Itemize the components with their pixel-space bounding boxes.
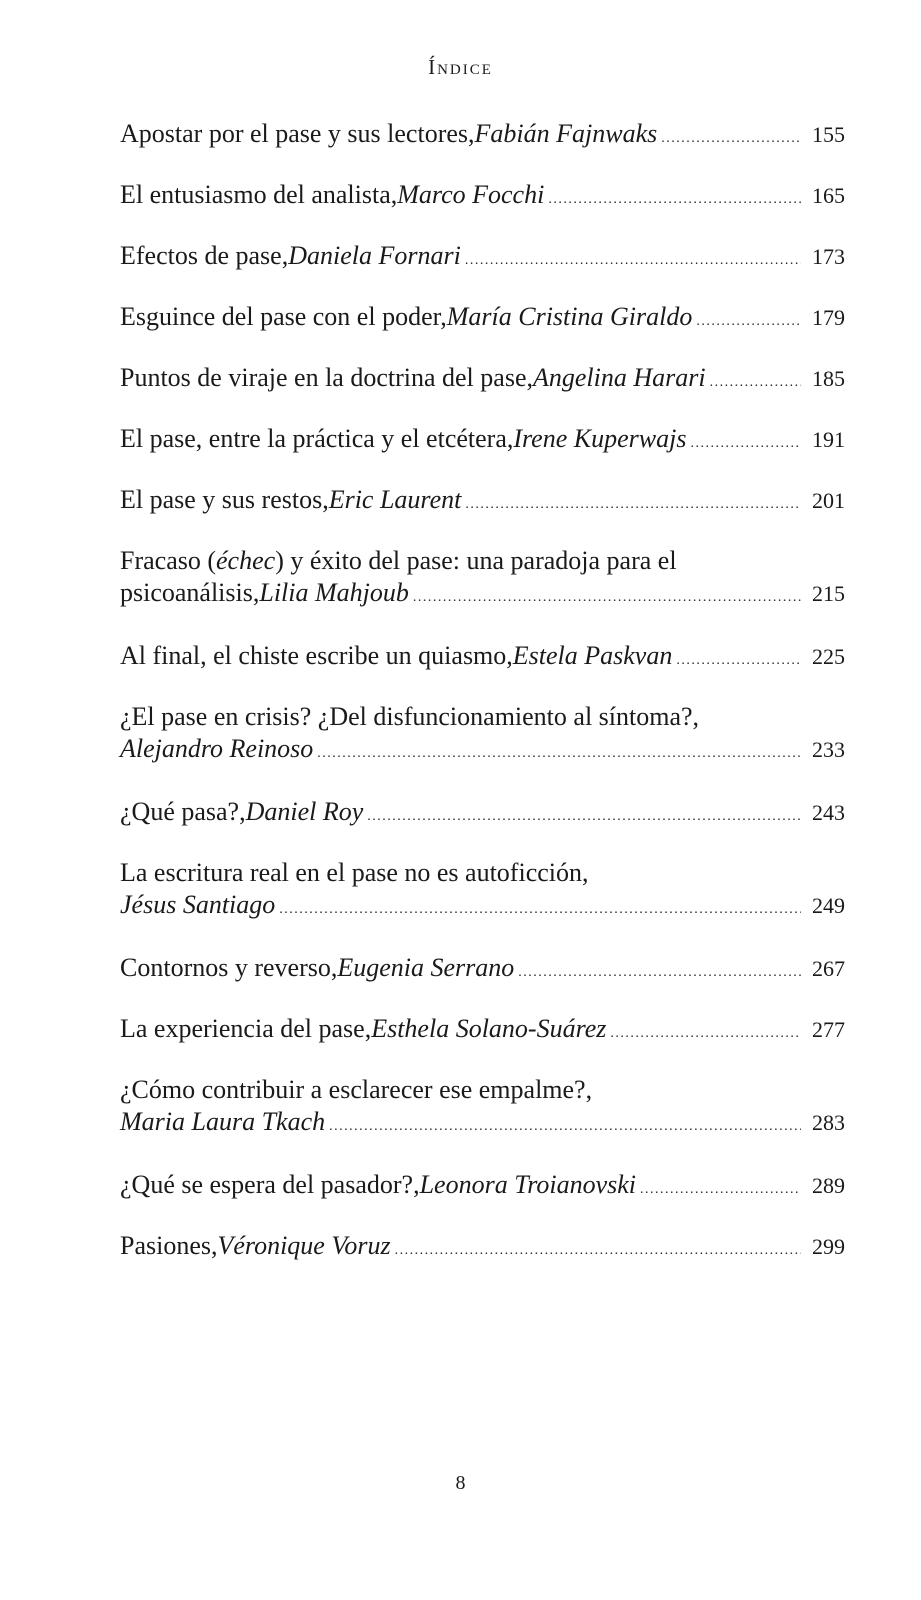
entry-page: 299 <box>812 1234 845 1259</box>
dot-leader <box>413 582 801 614</box>
entry-author: Alejandro Reinoso <box>120 734 314 763</box>
toc-line <box>120 733 845 770</box>
dot-leader <box>329 1111 801 1143</box>
entry-author: Lilia Mahjoub <box>259 578 409 607</box>
entry-author: Maria Laura Tkach <box>120 1107 326 1136</box>
toc-entry <box>120 952 845 989</box>
toc-line <box>120 1230 845 1267</box>
dot-leader <box>317 738 801 770</box>
entry-title: Apostar por el pase y sus lectores, <box>120 119 475 148</box>
toc-entry <box>120 118 845 155</box>
toc-entry <box>120 423 845 460</box>
entry-title: Pasiones, <box>120 1231 218 1260</box>
entry-title-line1: ¿Cómo contribuir a esclarecer ese empalme?, <box>120 1075 593 1104</box>
entry-title: ¿Qué pasa?, <box>120 797 246 826</box>
entry-page: 225 <box>812 644 845 669</box>
page-number: 8 <box>455 1472 466 1494</box>
entry-page: 233 <box>812 737 845 762</box>
entry-page: 155 <box>812 122 845 147</box>
toc-entry <box>120 1074 845 1143</box>
toc-entry <box>120 796 845 833</box>
toc-line <box>120 889 845 926</box>
toc-entry <box>120 240 845 277</box>
dot-leader <box>640 1174 801 1206</box>
toc-entry <box>120 301 845 338</box>
toc-line <box>120 423 845 460</box>
entry-title: Esguince del pase con el poder, <box>120 302 447 331</box>
toc-line <box>120 701 845 733</box>
toc-line <box>120 545 845 577</box>
entry-title: Contornos y reverso, <box>120 953 338 982</box>
toc-entry <box>120 1230 845 1267</box>
toc-entry <box>120 362 845 399</box>
entry-page: 267 <box>812 956 845 981</box>
toc-entry <box>120 1169 845 1206</box>
toc-entry <box>120 1013 845 1050</box>
dot-leader <box>367 801 801 833</box>
entry-page: 173 <box>812 244 845 269</box>
toc-line <box>120 484 845 521</box>
dot-leader <box>465 245 801 277</box>
toc-line <box>120 796 845 833</box>
entry-page: 201 <box>812 488 845 513</box>
toc-line <box>120 1169 845 1206</box>
toc-line <box>120 857 845 889</box>
entry-page: 283 <box>812 1110 845 1135</box>
entry-author: Irene Kuperwajs <box>513 424 687 453</box>
entry-author: Estela Paskvan <box>512 641 673 670</box>
toc-entry <box>120 857 845 926</box>
toc-line <box>120 952 845 989</box>
toc-line <box>120 118 845 155</box>
entry-title: Puntos de viraje en la doctrina del pase, <box>120 363 533 392</box>
entry-author: Leonora Troianovski <box>419 1170 637 1199</box>
dot-leader <box>690 428 801 460</box>
entry-page: 277 <box>812 1017 845 1042</box>
entry-author: Eugenia Serrano <box>337 953 515 982</box>
entry-author: Fabián Fajnwaks <box>474 119 658 148</box>
toc-line <box>120 301 845 338</box>
dot-leader <box>710 367 801 399</box>
entry-title: La experiencia del pase, <box>120 1014 372 1043</box>
toc-entry <box>120 701 845 770</box>
entry-author: Eric Laurent <box>328 485 462 514</box>
entry-page: 185 <box>812 366 845 391</box>
toc-line <box>120 1013 845 1050</box>
entry-page: 191 <box>812 427 845 452</box>
entry-author: Daniel Roy <box>245 797 364 826</box>
entry-page: 243 <box>812 800 845 825</box>
entry-page: 215 <box>812 581 845 606</box>
entry-title: psicoanálisis, <box>120 578 260 607</box>
dot-leader <box>548 184 801 216</box>
toc-entry <box>120 179 845 216</box>
entry-author: Marco Focchi <box>397 180 545 209</box>
entry-page: 249 <box>812 893 845 918</box>
dot-leader <box>518 957 801 989</box>
entry-title: ¿Qué se espera del pasador?, <box>120 1170 420 1199</box>
toc-entry <box>120 484 845 521</box>
toc-entry <box>120 545 845 614</box>
entry-title: El entusiasmo del analista, <box>120 180 398 209</box>
entry-author: Esthela Solano-Suárez <box>371 1014 607 1043</box>
toc-line <box>120 240 845 277</box>
dot-leader <box>395 1235 801 1267</box>
entry-author: Véronique Voruz <box>217 1231 391 1260</box>
entry-title-line1: ¿El pase en crisis? ¿Del disfuncionamiento al síntoma?, <box>120 702 700 731</box>
dot-leader <box>279 894 801 926</box>
entry-title: Al final, el chiste escribe un quiasmo, <box>120 641 513 670</box>
entry-author: María Cristina Giraldo <box>446 302 693 331</box>
dot-leader <box>610 1018 801 1050</box>
toc-line <box>120 640 845 677</box>
toc-line <box>120 179 845 216</box>
toc-line <box>120 577 845 614</box>
dot-leader <box>696 306 801 338</box>
entry-page: 165 <box>812 183 845 208</box>
entry-author: Daniela Fornari <box>288 241 461 270</box>
italic-word: échec <box>216 546 276 575</box>
toc-line <box>120 362 845 399</box>
entry-title-line1: La escritura real en el pase no es autoficción, <box>120 858 589 887</box>
dot-leader <box>676 645 801 677</box>
dot-leader <box>465 489 801 521</box>
entry-page: 289 <box>812 1173 845 1198</box>
toc-entry <box>120 640 845 677</box>
toc-line <box>120 1106 845 1143</box>
entry-author: Angelina Harari <box>532 363 706 392</box>
toc-line <box>120 1074 845 1106</box>
entry-page: 179 <box>812 305 845 330</box>
table-of-contents <box>120 118 845 1291</box>
entry-title: Efectos de pase, <box>120 241 289 270</box>
entry-title: El pase, entre la práctica y el etcétera, <box>120 424 514 453</box>
dot-leader <box>661 123 801 155</box>
entry-author: Jésus Santiago <box>120 890 276 919</box>
entry-title: El pase y sus restos, <box>120 485 329 514</box>
entry-title-line1: Fracaso (échec) y éxito del pase: una paradoja para el <box>120 546 677 575</box>
page-header: Índice <box>428 55 493 79</box>
